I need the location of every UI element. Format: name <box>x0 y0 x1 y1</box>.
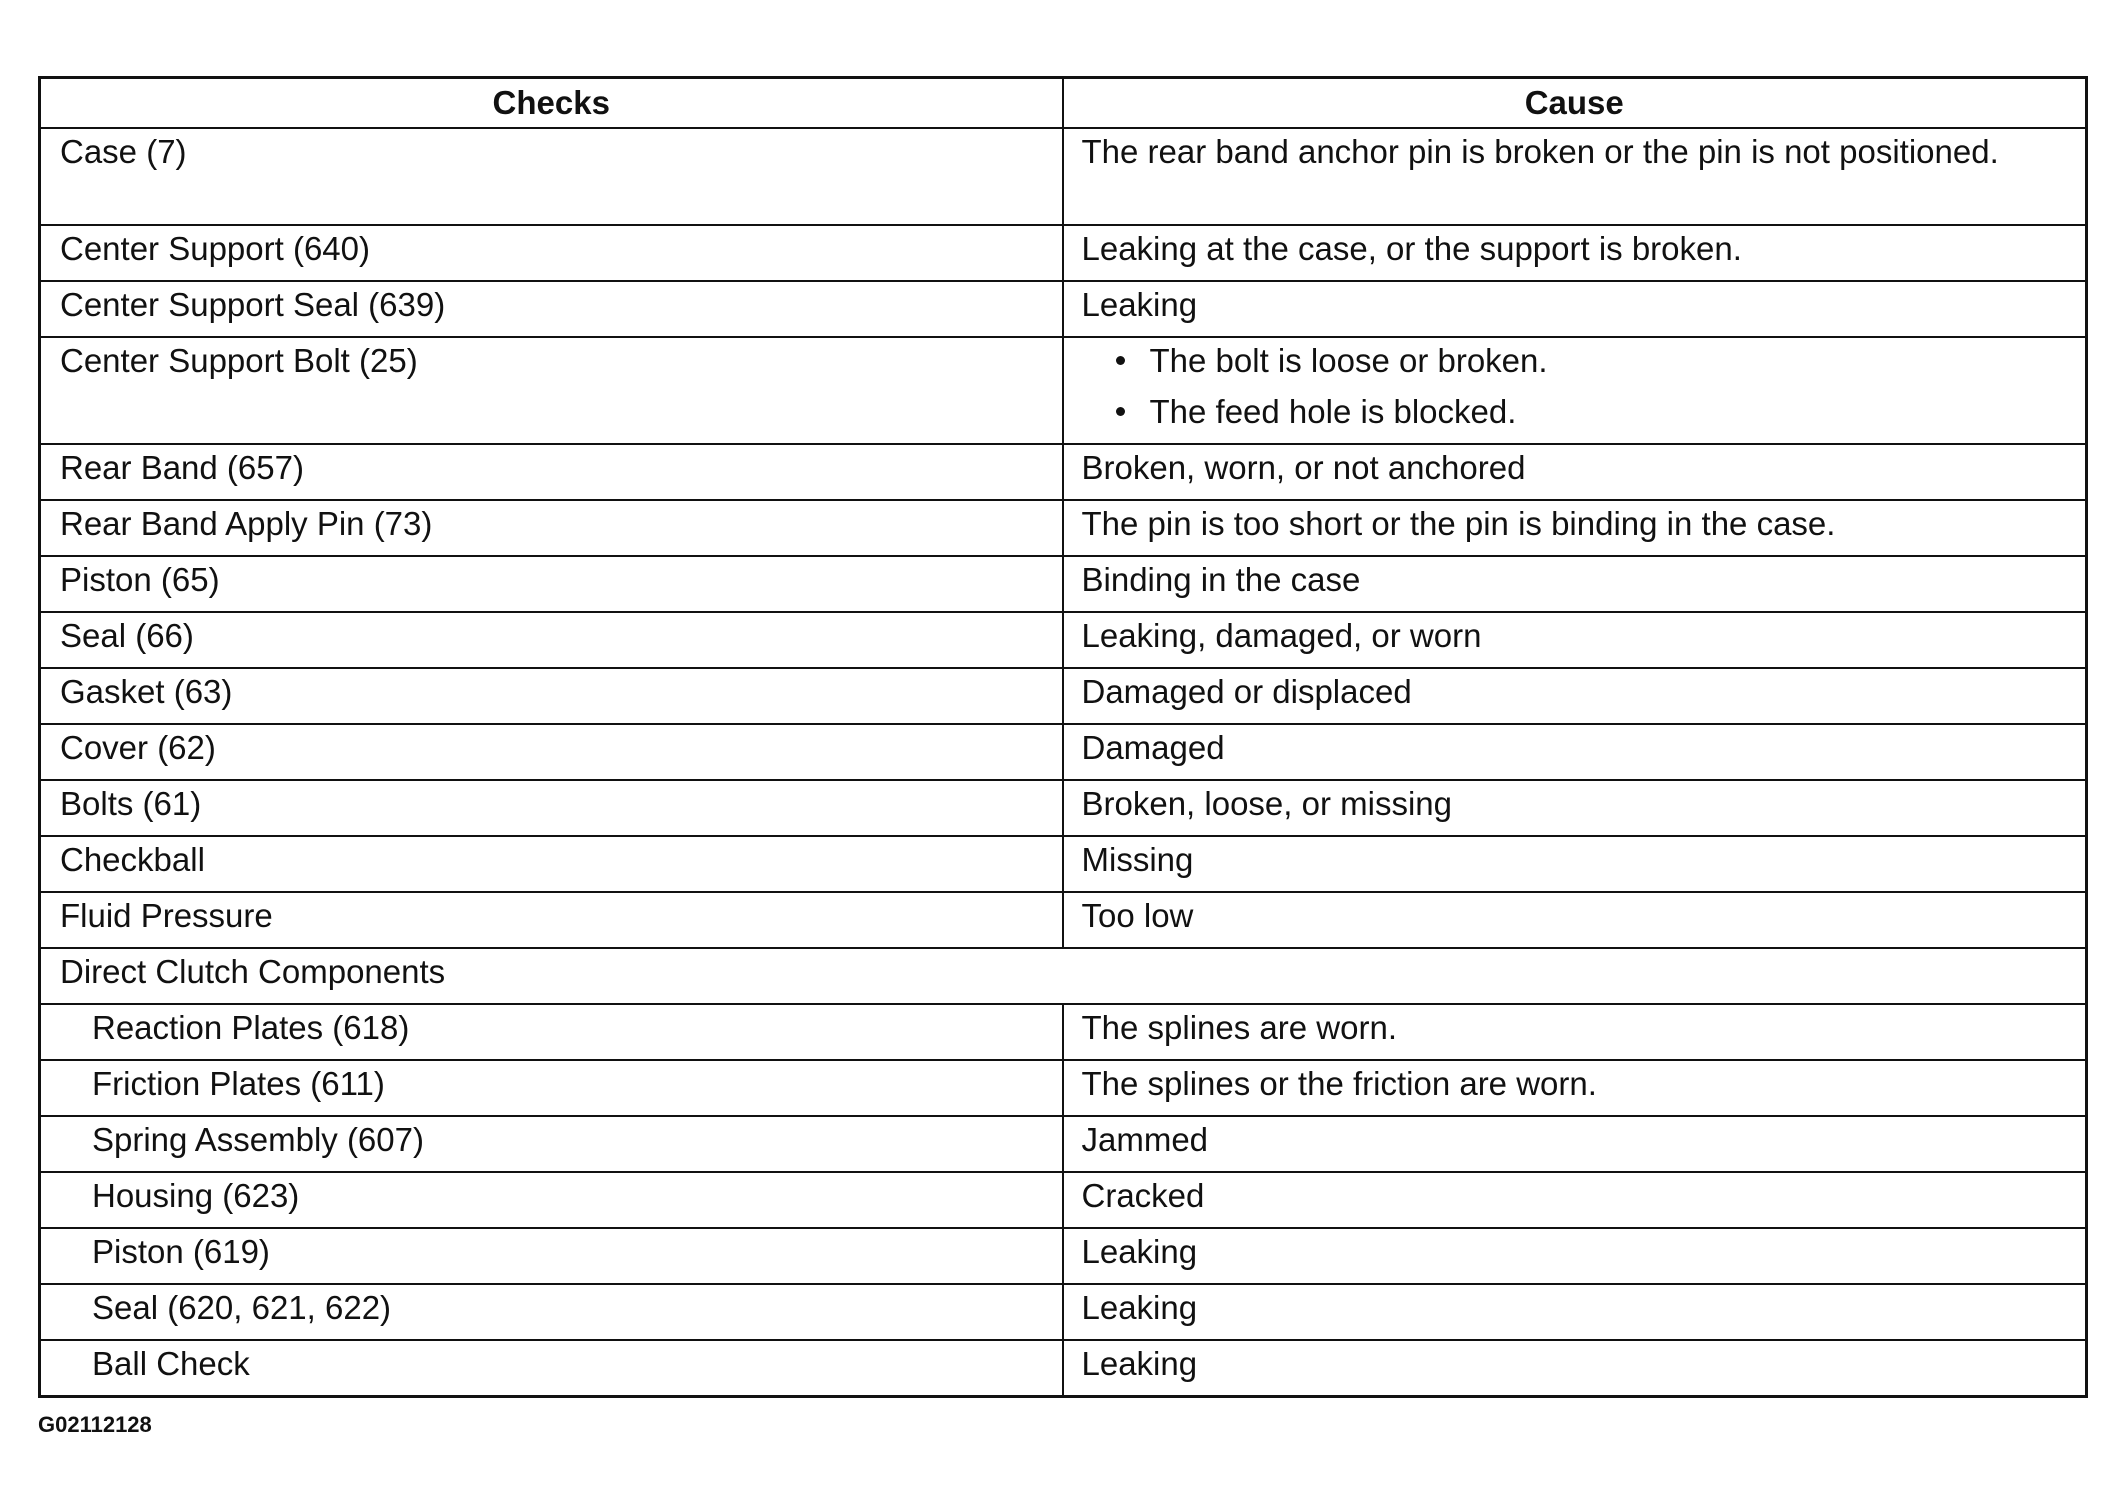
column-header-checks: Checks <box>40 78 1063 129</box>
table-row <box>40 724 2087 780</box>
cause-cell: The pin is too short or the pin is binding in the case. <box>1063 500 2087 556</box>
table-row <box>40 1172 2087 1228</box>
table-row <box>40 1004 2087 1060</box>
cause-bullet-item <box>1116 392 2068 432</box>
cause-bullet-item <box>1116 341 2068 381</box>
column-header-cause: Cause <box>1063 78 2087 129</box>
cause-cell: The rear band anchor pin is broken or the pin is not positioned. <box>1063 128 2087 225</box>
table-row <box>40 1060 2087 1116</box>
table-row <box>40 1116 2087 1172</box>
cause-cell <box>1063 337 2087 444</box>
check-cell: Bolts (61) <box>40 780 1063 836</box>
cause-cell: Leaking, damaged, or worn <box>1063 612 2087 668</box>
check-cell: Cover (62) <box>40 724 1063 780</box>
table-row <box>40 892 2087 948</box>
table-row <box>40 128 2087 225</box>
section-heading-cell: Direct Clutch Components <box>40 948 2087 1004</box>
table-row <box>40 337 2087 444</box>
check-cell: Center Support (640) <box>40 225 1063 281</box>
cause-cell: Broken, loose, or missing <box>1063 780 2087 836</box>
cause-cell: Damaged or displaced <box>1063 668 2087 724</box>
cause-cell: Too low <box>1063 892 2087 948</box>
check-cell: Rear Band Apply Pin (73) <box>40 500 1063 556</box>
check-cell: Center Support Seal (639) <box>40 281 1063 337</box>
check-cell: Piston (65) <box>40 556 1063 612</box>
table-row <box>40 1340 2087 1396</box>
table-section-row <box>40 948 2087 1004</box>
check-cell: Fluid Pressure <box>40 892 1063 948</box>
cause-cell: Missing <box>1063 836 2087 892</box>
check-cell: Checkball <box>40 836 1063 892</box>
cause-bullet-list <box>1082 341 2068 432</box>
bullet-icon <box>1116 407 1125 416</box>
table-row <box>40 1228 2087 1284</box>
check-cell: Spring Assembly (607) <box>40 1116 1063 1172</box>
check-cell: Friction Plates (611) <box>40 1060 1063 1116</box>
check-cell: Seal (620, 621, 622) <box>40 1284 1063 1340</box>
table-row <box>40 836 2087 892</box>
table-row <box>40 500 2087 556</box>
check-cell: Reaction Plates (618) <box>40 1004 1063 1060</box>
bullet-icon <box>1116 356 1125 365</box>
check-cell: Housing (623) <box>40 1172 1063 1228</box>
figure-id: G02112128 <box>38 1412 152 1437</box>
check-cell: Center Support Bolt (25) <box>40 337 1063 444</box>
cause-bullet-text: The bolt is loose or broken. <box>1149 342 1548 379</box>
cause-cell: The splines are worn. <box>1063 1004 2087 1060</box>
table-row <box>40 612 2087 668</box>
check-cell: Piston (619) <box>40 1228 1063 1284</box>
cause-cell: Binding in the case <box>1063 556 2087 612</box>
table-row <box>40 668 2087 724</box>
cause-cell: The splines or the friction are worn. <box>1063 1060 2087 1116</box>
cause-bullet-text: The feed hole is blocked. <box>1149 393 1517 430</box>
check-cell: Seal (66) <box>40 612 1063 668</box>
cause-cell: Jammed <box>1063 1116 2087 1172</box>
table-row <box>40 281 2087 337</box>
table-row <box>40 780 2087 836</box>
cause-cell: Leaking <box>1063 1228 2087 1284</box>
cause-cell: Leaking <box>1063 1340 2087 1396</box>
check-cell: Gasket (63) <box>40 668 1063 724</box>
cause-cell: Broken, worn, or not anchored <box>1063 444 2087 500</box>
table-header-row <box>40 78 2087 129</box>
cause-cell: Leaking <box>1063 281 2087 337</box>
cause-cell: Damaged <box>1063 724 2087 780</box>
cause-cell: Leaking <box>1063 1284 2087 1340</box>
diagnosis-table <box>38 76 2088 1398</box>
table-row <box>40 556 2087 612</box>
cause-cell: Leaking at the case, or the support is broken. <box>1063 225 2087 281</box>
diagnosis-table-wrapper <box>38 76 2085 1398</box>
check-cell: Rear Band (657) <box>40 444 1063 500</box>
table-row <box>40 444 2087 500</box>
cause-cell: Cracked <box>1063 1172 2087 1228</box>
table-row <box>40 225 2087 281</box>
check-cell: Ball Check <box>40 1340 1063 1396</box>
table-row <box>40 1284 2087 1340</box>
check-cell: Case (7) <box>40 128 1063 225</box>
